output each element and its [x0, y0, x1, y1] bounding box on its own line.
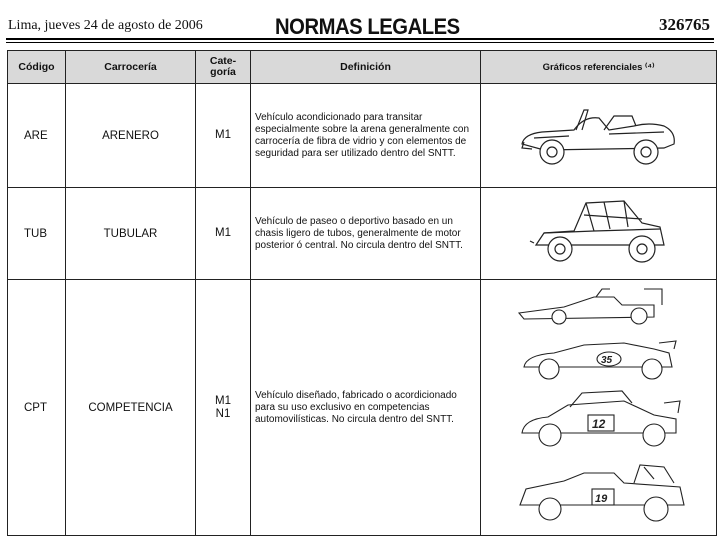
row-graphic: [481, 84, 717, 188]
page-number: 326765: [659, 15, 710, 34]
category-value: N1: [215, 407, 231, 420]
header-rule-thin: [6, 42, 714, 43]
col-header-code: Código: [8, 51, 66, 84]
col-header-category: [196, 51, 251, 84]
gt-car: [524, 341, 676, 379]
table-row: [8, 188, 717, 280]
category-value: M1: [215, 227, 231, 239]
category-value: M1: [215, 394, 231, 407]
tubular-buggy-drawing: [524, 193, 674, 275]
row-code: ARE: [8, 84, 66, 188]
rally-car: [522, 391, 680, 446]
row-definition: Vehículo de paseo o deportivo basado en un chasis ligero de tubos, generalmente de motor posterior ó central. No circula dentro del SNTT.: [251, 188, 481, 280]
row-code: CPT: [8, 280, 66, 536]
car-number-12: 12: [591, 416, 605, 431]
row-graphic: [481, 280, 717, 536]
row-category: [196, 188, 251, 280]
row-graphic: [481, 188, 717, 280]
row-body: COMPETENCIA: [66, 280, 196, 536]
row-code: TUB: [8, 188, 66, 280]
row-body: ARENERO: [66, 84, 196, 188]
table-header-row: [8, 51, 717, 84]
vehicle-body-table: [7, 50, 717, 536]
dune-buggy-drawing: [514, 96, 684, 176]
col-header-category-text: Cate- goría: [209, 55, 237, 78]
row-category: [196, 280, 251, 536]
col-header-graphics: Gráficos referenciales ⁽⁴⁾: [481, 51, 717, 84]
car-number-19: 19: [594, 492, 607, 505]
header-date: Lima, jueves 24 de agosto de 2006: [8, 18, 203, 33]
row-definition: Vehículo diseñado, fabricado o acordicionado para su uso exclusivo en competencias automovilísticas. No circula dentro del SNTT.: [251, 280, 481, 536]
row-body: TUBULAR: [66, 188, 196, 280]
table-row: [8, 84, 717, 188]
row-definition: Vehículo acondicionado para transitar especialmente sobre la arena generalmente con carrocería de fibra de vidrio y con elementos de seguridad para ser utilizado dentro del SNTT.: [251, 84, 481, 188]
competition-cars-drawing: [504, 283, 694, 533]
col-header-definition: Definición: [251, 51, 481, 84]
category-value: M1: [215, 129, 231, 141]
header-rule: [6, 38, 714, 40]
pickup-race-car: [520, 465, 684, 521]
formula-car: [519, 289, 662, 324]
col-header-body: Carrocería: [66, 51, 196, 84]
car-number-35: 35: [600, 354, 612, 366]
header-title: NORMAS LEGALES: [275, 14, 460, 39]
row-category: [196, 84, 251, 188]
table-row: [8, 280, 717, 536]
